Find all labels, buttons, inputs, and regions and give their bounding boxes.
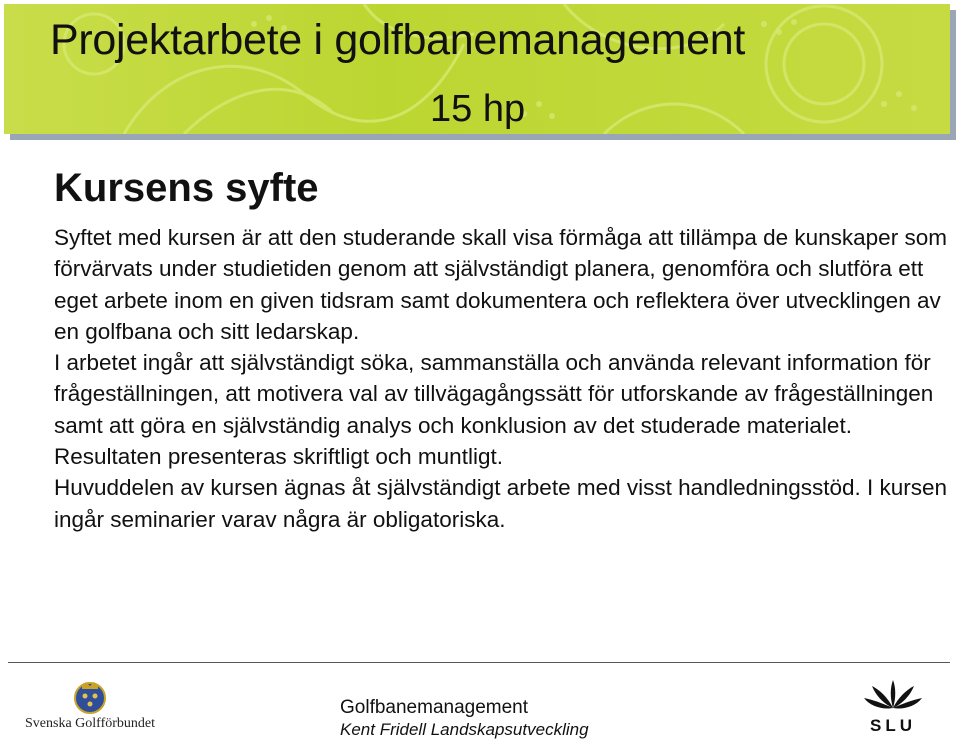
svenska-golfforbundet-logo (20, 680, 160, 738)
footer-author: Kent Fridell Landskapsutveckling (340, 720, 589, 739)
slu-logo (860, 678, 926, 738)
svenska-golfforbundet-crest-icon (72, 680, 108, 714)
svenska-golfforbundet-name: Svenska Golfförbundet (25, 716, 155, 731)
paragraph-supervision: Huvuddelen av kursen ägnas åt självständigt arbete med visst handledningsstöd. I kursen ingår seminarier varav några är obligatoriska. (54, 475, 948, 532)
paragraph-work: I arbetet ingår att självständigt söka, sammanställa och använda relevant information för frågeställningen, att motivera val av tillvägagångssätt för utforskande av frågeställningen samt att göra en självständig analys och konklusion av det studerade materialet. Resultaten presenteras skriftligt och muntligt. (54, 350, 934, 470)
footer-caption (340, 697, 589, 740)
slide-title: Projektarbete i golfbanemanagement (50, 16, 745, 64)
title-banner (4, 4, 950, 134)
paragraph-purpose: Syftet med kursen är att den studerande skall visa förmåga att tillämpa de kunskaper som förvärvats under studietiden genom att självständigt planera, genomföra och slutföra ett eget arbete inom en given tidsram samt dokumentera och reflektera över utvecklingen av en golfbana och sitt ledarskap. (54, 225, 947, 344)
slu-wordmark: SLU (870, 716, 916, 735)
footer-divider (8, 662, 950, 663)
section-heading: Kursens syfte (54, 166, 319, 210)
course-description (54, 222, 949, 535)
course-credits: 15 hp (430, 88, 526, 130)
footer-subject: Golfbanemanagement (340, 697, 529, 718)
slu-leaf-icon (860, 678, 926, 716)
